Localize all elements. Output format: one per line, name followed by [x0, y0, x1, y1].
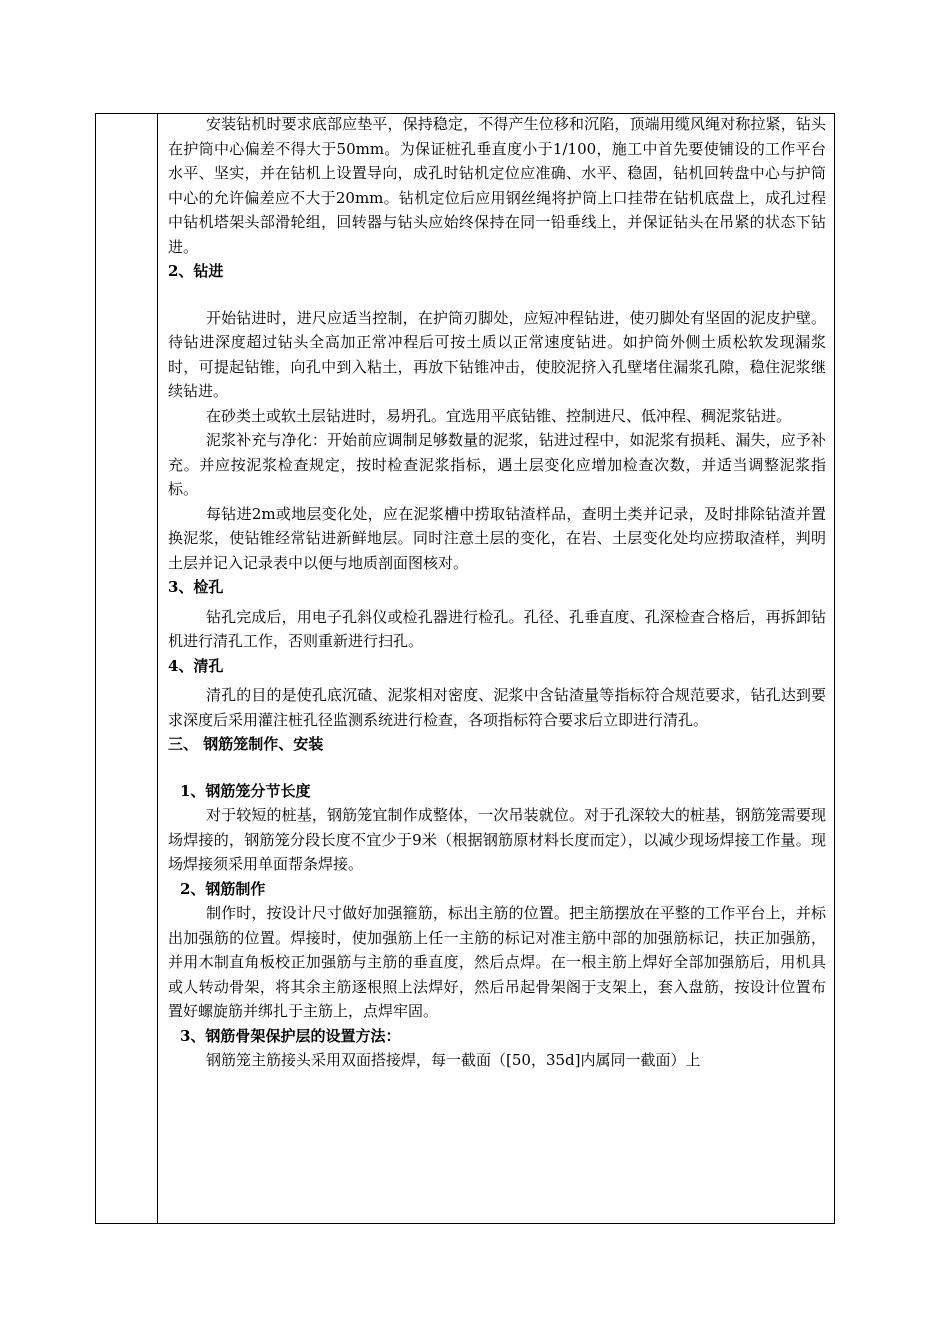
- paragraph-sandy-soil: 在砂类土或软土层钻进时，易坍孔。宜选用平底钻锥、控制进尺、低冲程、稠泥浆钻进。: [206, 406, 792, 425]
- heading-hole-inspection: 3、检孔: [168, 578, 224, 596]
- column-divider: [157, 114, 158, 1223]
- heading-drilling: 2、钻进: [168, 262, 224, 280]
- heading-cage-length: 1、钢筋笼分节长度: [180, 781, 311, 800]
- document-content: [168, 112, 826, 1073]
- paragraph-hole-inspection: 钻孔完成后，用电子孔斜仪或检孔器进行检孔。孔径、孔垂直度、孔深检查合格后，再拆卸钻机进行清孔工作，否则重新进行扫孔。: [168, 607, 826, 650]
- heading-hole-cleaning: 4、清孔: [168, 656, 224, 675]
- heading-section-three: 三、 钢筋笼制作、安装: [168, 735, 324, 753]
- paragraph-rebar-fabrication: 制作时，按设计尺寸做好加强箍筋，标出主筋的位置。把主筋摆放在平整的工作平台上，并标出加强筋的位置。焊接时，使加强筋上任一主筋的标记对准主筋中部的加强筋标记，扶正加强筋，并用木制直角板校正加强筋与主筋的垂直度，然后点焊。在一根主筋上焊好全部加强筋后，用机具或人转动骨架，将其余主筋逐根照上法焊好，然后吊起骨架阁于支架上，套入盘筋，按设计位置布置好螺旋筋并绑扎于主筋上，点焊牢固。: [168, 904, 826, 1020]
- paragraph-cage-length: 对于较短的桩基，钢筋笼宜制作成整体，一次吊装就位。对于孔深较大的桩基，钢筋笼需要现场焊接的，钢筋笼分段长度不宜少于9米（根据钢筋原材料长度而定），以减少现场焊接工作量。现场焊接须采用单面帮条焊接。: [168, 806, 826, 873]
- paragraph-drill-rig-setup: 安装钻机时要求底部应垫平，保持稳定，不得产生位移和沉陷，顶端用缆风绳对称拉紧，钻头在护筒中心偏差不得大于50mm。为保证桩孔垂直度小于1/100，施工中首先要使铺设的工作平台水平、坚实，并在钻机上设置导向，成孔时钻机定位应准确、水平、稳固，钻机回转盘中心与护筒中心的允许偏差应不大于20mm。钻机定位后应用钢丝绳将护筒上口挂带在钻机底盘上，成孔过程中钻机塔架头部滑轮组，回转器与钻头应始终保持在同一铅垂线上，并保证钻头在吊紧的状态下钻进。: [168, 115, 826, 256]
- heading-cover-layer: 3、钢筋骨架保护层的设置方法：: [180, 1026, 401, 1045]
- spacer: [168, 757, 826, 779]
- paragraph-sampling: 每钻进2m或地层变化处，应在泥浆槽中捞取钻渣样品，查明土类并记录，及时排除钻渣并置换泥浆，使钻锥经常钻进新鲜地层。同时注意土层的变化，在岩、土层变化处均应捞取渣样，判明土层并记入记录表中以便与地质剖面图核对。: [168, 504, 826, 572]
- paragraph-mud-supply: 泥浆补充与净化：开始前应调制足够数量的泥浆，钻进过程中，如泥浆有损耗、漏失，应予补充。并应按泥浆检查规定，按时检查泥浆指标，遇土层变化应增加检查次数，并适当调整泥浆指标。: [168, 431, 826, 498]
- paragraph-main-bar-joint: 钢筋笼主筋接头采用双面搭接焊，每一截面（[50，35d]内属同一截面）上: [206, 1051, 701, 1069]
- heading-rebar-fabrication: 2、钢筋制作: [180, 879, 266, 898]
- paragraph-hole-cleaning: 清孔的目的是使孔底沉碴、泥浆相对密度、泥浆中含钻渣量等指标符合规范要求，钻孔达到要求深度后采用灌注桩孔径监测系统进行检查，各项指标符合要求后立即进行清孔。: [168, 686, 826, 729]
- paragraph-drilling-start: 开始钻进时，进尺应适当控制，在护筒刃脚处，应短冲程钻进，使刃脚处有坚固的泥皮护壁。待钻进深度超过钻头全高加正常冲程后可按土质以正常速度钻进。如护筒外侧土质松软发现漏浆时，可提起钻锥，向孔中到入粘土，再放下钻锥冲击，使胶泥挤入孔壁堵住漏浆孔隙，稳住泥浆继续钻进。: [168, 308, 826, 400]
- spacer: [168, 284, 826, 306]
